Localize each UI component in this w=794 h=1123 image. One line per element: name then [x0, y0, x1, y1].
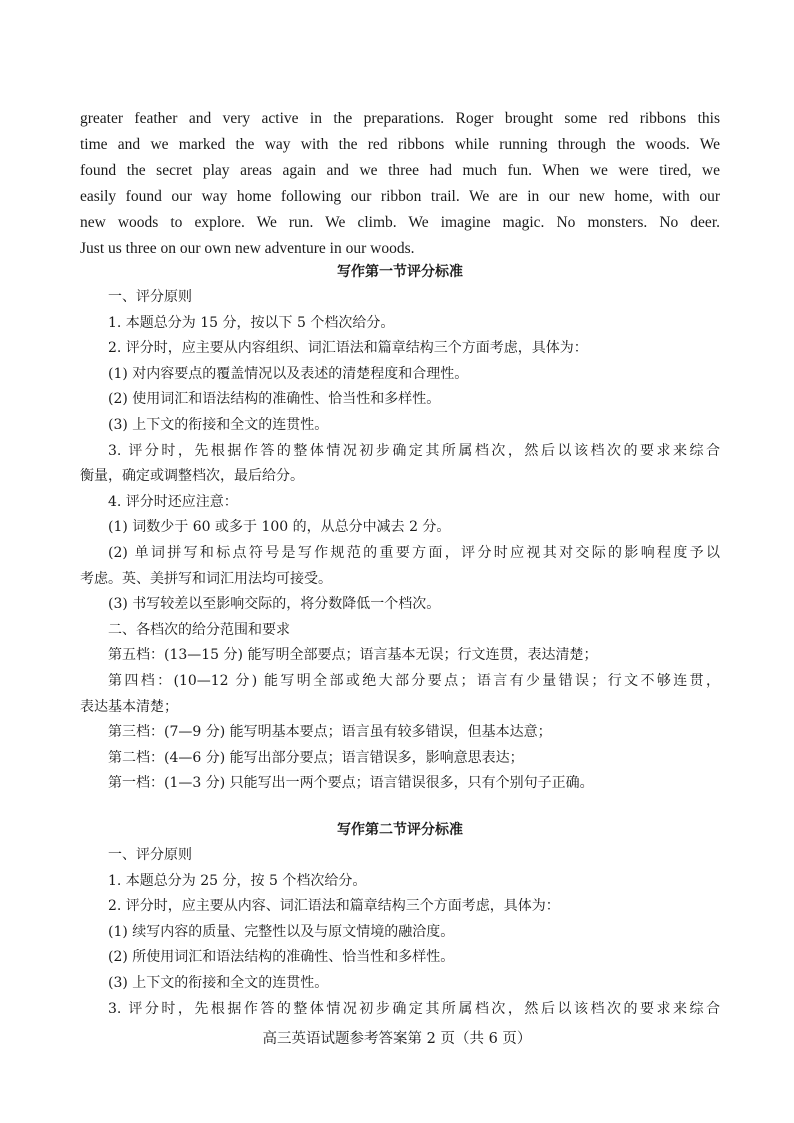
section2-principles-heading: 一、评分原则 — [108, 847, 192, 863]
story-line: easily found our way home following our ribbon trail. We are in our new home, with our — [80, 188, 720, 205]
section1-rule-3-cont: 衡量，确定或调整档次，最后给分。 — [80, 468, 304, 485]
story-line: time and we marked the way with the red ribbons while running through the woods. We — [80, 136, 720, 153]
section1-rule-4-item-cont: 考虑。英、美拼写和词汇用法均可接受。 — [80, 570, 332, 587]
story-line: Just us three on our own new adventure in our woods. — [80, 240, 415, 257]
section1-levels-heading: 二、各档次的给分范围和要求 — [108, 621, 290, 638]
story-passage — [80, 106, 720, 262]
section2-title: 写作第二节评分标准 — [337, 822, 463, 838]
section1-rule-2-item: (3) 上下文的衔接和全文的连贯性。 — [108, 416, 329, 433]
section1-level-4: 第四档：(10—12 分) 能写明全部或绝大部分要点；语言有少量错误；行文不够连贯， — [108, 672, 720, 689]
section2-rule-3: 3. 评分时，先根据作答的整体情况初步确定其所属档次，然后以该档次的要求来综合 — [108, 1000, 720, 1017]
story-line: greater feather and very active in the preparations. Roger brought some red ribbons this — [80, 110, 720, 127]
section1-level-2: 第二档：(4—6 分) 能写出部分要点；语言错误多，影响意思表达； — [108, 749, 524, 766]
story-line: found the secret play areas again and we three had much fun. When we were tired, we — [80, 162, 720, 179]
section2-rule-2-item: (2) 所使用词汇和语法结构的准确性、恰当性和多样性。 — [108, 949, 455, 966]
section2-rule-2: 2. 评分时，应主要从内容、词汇语法和篇章结构三个方面考虑，具体为： — [108, 898, 560, 915]
section2-rule-1: 1. 本题总分为 25 分，按 5 个档次给分。 — [108, 872, 367, 889]
section1-rule-2: 2. 评分时，应主要从内容组织、词汇语法和篇章结构三个方面考虑，具体为： — [108, 340, 588, 357]
section1-level-5: 第五档：(13—15 分) 能写明全部要点；语言基本无误；行文连贯，表达清楚； — [108, 647, 598, 664]
section1-rule-4-item: (2) 单词拼写和标点符号是写作规范的重要方面，评分时应视其对交际的影响程度予以 — [108, 544, 720, 561]
section2-rule-2-item: (1) 续写内容的质量、完整性以及与原文情境的融洽度。 — [108, 923, 455, 940]
section2-scoring-criteria — [80, 817, 720, 1022]
section1-title: 写作第一节评分标准 — [337, 264, 463, 280]
section1-scoring-criteria — [80, 259, 720, 797]
section1-rule-3: 3. 评分时，先根据作答的整体情况初步确定其所属档次，然后以该档次的要求来综合 — [108, 442, 720, 459]
page-footer: 高三英语试题参考答案第 2 页（共 6 页） — [262, 1031, 532, 1047]
section1-rule-2-item: (2) 使用词汇和语法结构的准确性、恰当性和多样性。 — [108, 391, 441, 408]
section1-rule-4-item: (1) 词数少于 60 或多于 100 的，从总分中减去 2 分。 — [108, 519, 451, 536]
section1-rule-1: 1. 本题总分为 15 分，按以下 5 个档次给分。 — [108, 314, 395, 331]
section1-rule-4-item: (3) 书写较差以至影响交际的，将分数降低一个档次。 — [108, 596, 441, 613]
section1-level-4-cont: 表达基本清楚； — [80, 698, 178, 715]
section1-rule-4: 4. 评分时还应注意： — [108, 493, 238, 510]
section1-level-3: 第三档：(7—9 分) 能写明基本要点；语言虽有较多错误，但基本达意； — [108, 724, 552, 741]
section2-rule-2-item: (3) 上下文的衔接和全文的连贯性。 — [108, 974, 329, 991]
section1-level-1: 第一档：(1—3 分) 只能写出一两个要点；语言错误很多，只有个别句子正确。 — [108, 775, 594, 792]
story-line: new woods to explore. We run. We climb. We imagine magic. No monsters. No deer. — [80, 214, 720, 231]
section1-rule-2-item: (1) 对内容要点的覆盖情况以及表述的清楚程度和合理性。 — [108, 365, 469, 382]
section1-principles-heading: 一、评分原则 — [108, 289, 192, 305]
